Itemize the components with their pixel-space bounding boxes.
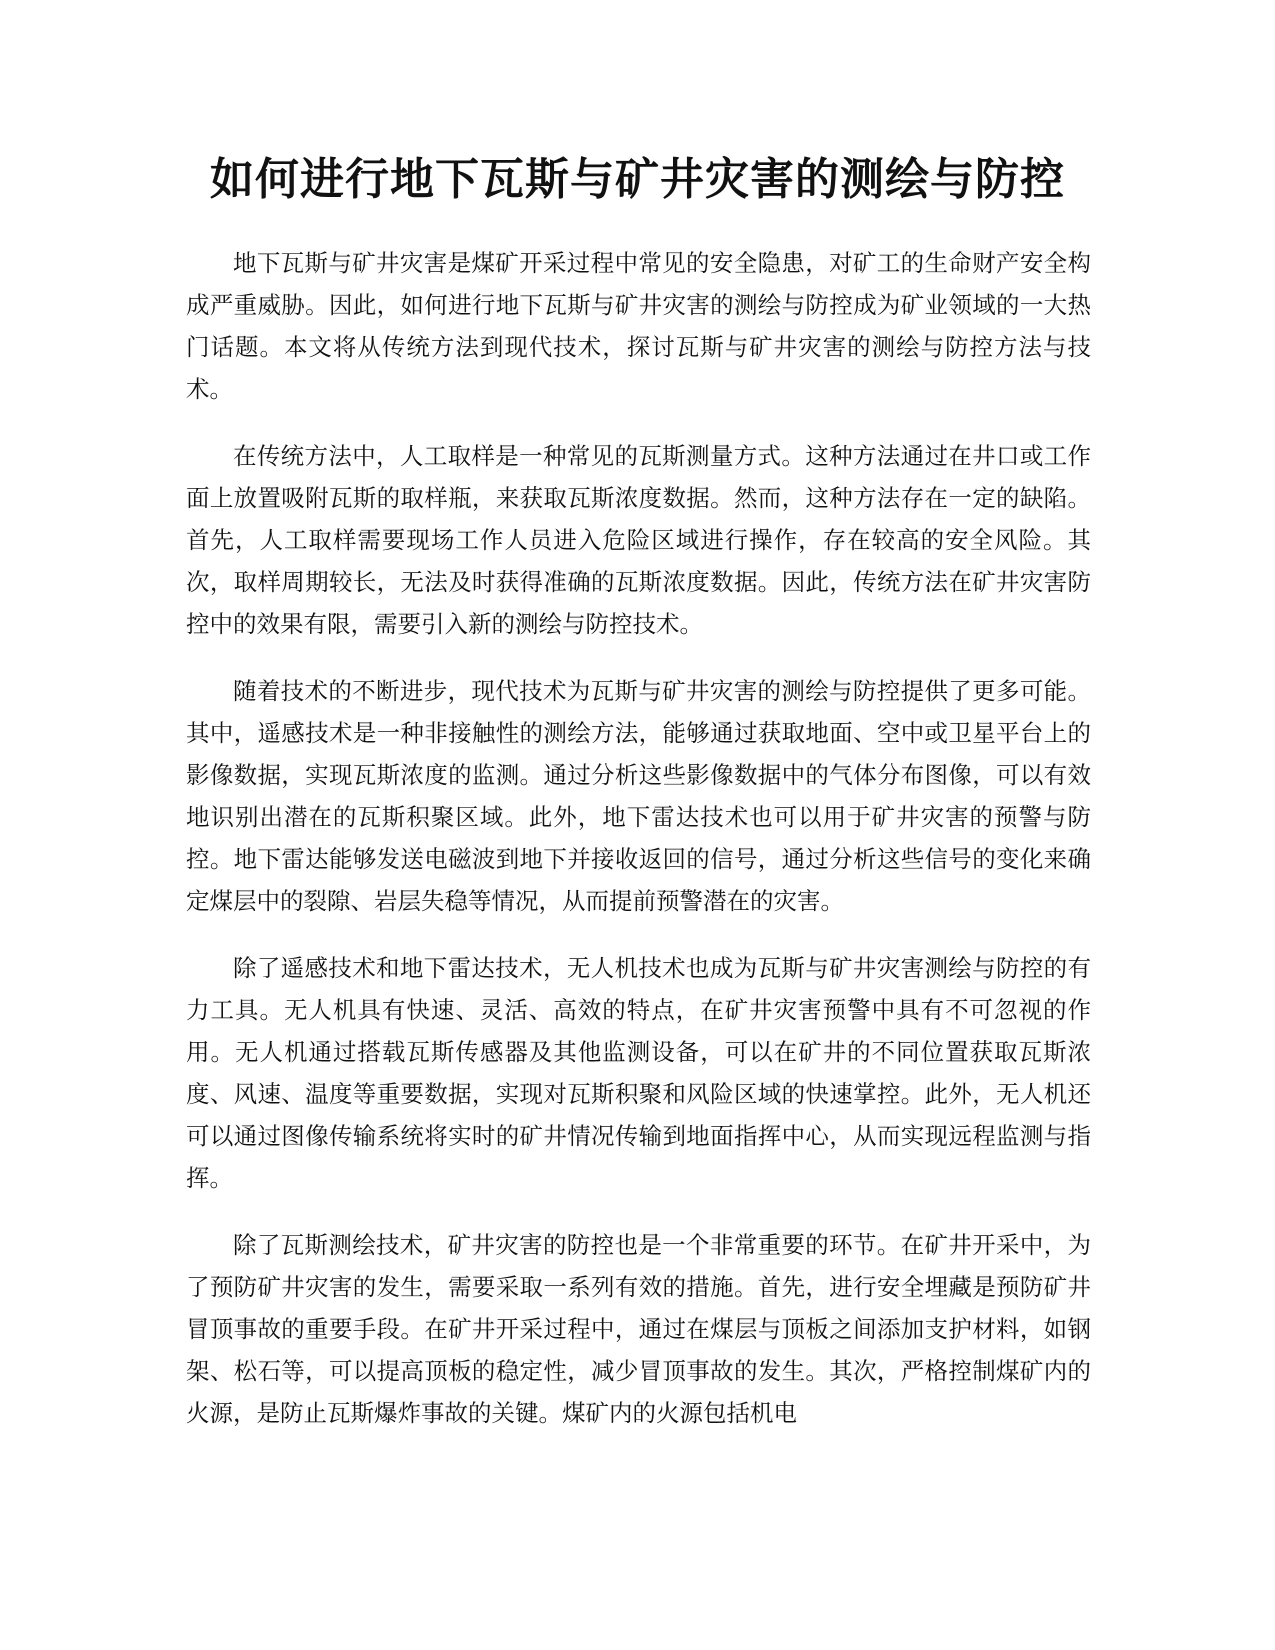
document-body bbox=[186, 242, 1091, 1459]
paragraph-5: 除了瓦斯测绘技术，矿井灾害的防控也是一个非常重要的环节。在矿井开采中，为了预防矿井灾害的发生，需要采取一系列有效的措施。首先，进行安全埋藏是预防矿井冒顶事故的重要手段。在矿井开采过程中，通过在煤层与顶板之间添加支护材料，如钢架、松石等，可以提高顶板的稳定性，减少冒顶事故的发生。其次，严格控制煤矿内的火源，是防止瓦斯爆炸事故的关键。煤矿内的火源包括机电 bbox=[186, 1231, 1091, 1427]
paragraph-3: 随着技术的不断进步，现代技术为瓦斯与矿井灾害的测绘与防控提供了更多可能。其中，遥感技术是一种非接触性的测绘方法，能够通过获取地面、空中或卫星平台上的影像数据，实现瓦斯浓度的监测。通过分析这些影像数据中的气体分布图像，可以有效地识别出潜在的瓦斯积聚区域。此外，地下雷达技术也可以用于矿井灾害的预警与防控。地下雷达能够发送电磁波到地下并接收返回的信号，通过分析这些信号的变化来确定煤层中的裂隙、岩层失稳等情况，从而提前预警潜在的灾害。 bbox=[186, 677, 1091, 915]
paragraph-4: 除了遥感技术和地下雷达技术，无人机技术也成为瓦斯与矿井灾害测绘与防控的有力工具。无人机具有快速、灵活、高效的特点，在矿井灾害预警中具有不可忽视的作用。无人机通过搭载瓦斯传感器及其他监测设备，可以在矿井的不同位置获取瓦斯浓度、风速、温度等重要数据，实现对瓦斯积聚和风险区域的快速掌控。此外，无人机还可以通过图像传输系统将实时的矿井情况传输到地面指挥中心，从而实现远程监测与指挥。 bbox=[186, 954, 1091, 1192]
paragraph-1: 地下瓦斯与矿井灾害是煤矿开采过程中常见的安全隐患，对矿工的生命财产安全构成严重威胁。因此，如何进行地下瓦斯与矿井灾害的测绘与防控成为矿业领域的一大热门话题。本文将从传统方法到现代技术，探讨瓦斯与矿井灾害的测绘与防控方法与技术。 bbox=[186, 249, 1091, 403]
document-title: 如何进行地下瓦斯与矿井灾害的测绘与防控 bbox=[210, 154, 1065, 205]
paragraph-2: 在传统方法中，人工取样是一种常见的瓦斯测量方式。这种方法通过在井口或工作面上放置吸附瓦斯的取样瓶，来获取瓦斯浓度数据。然而，这种方法存在一定的缺陷。首先，人工取样需要现场工作人员进入危险区域进行操作，存在较高的安全风险。其次，取样周期较长，无法及时获得准确的瓦斯浓度数据。因此，传统方法在矿井灾害防控中的效果有限，需要引入新的测绘与防控技术。 bbox=[186, 442, 1091, 638]
